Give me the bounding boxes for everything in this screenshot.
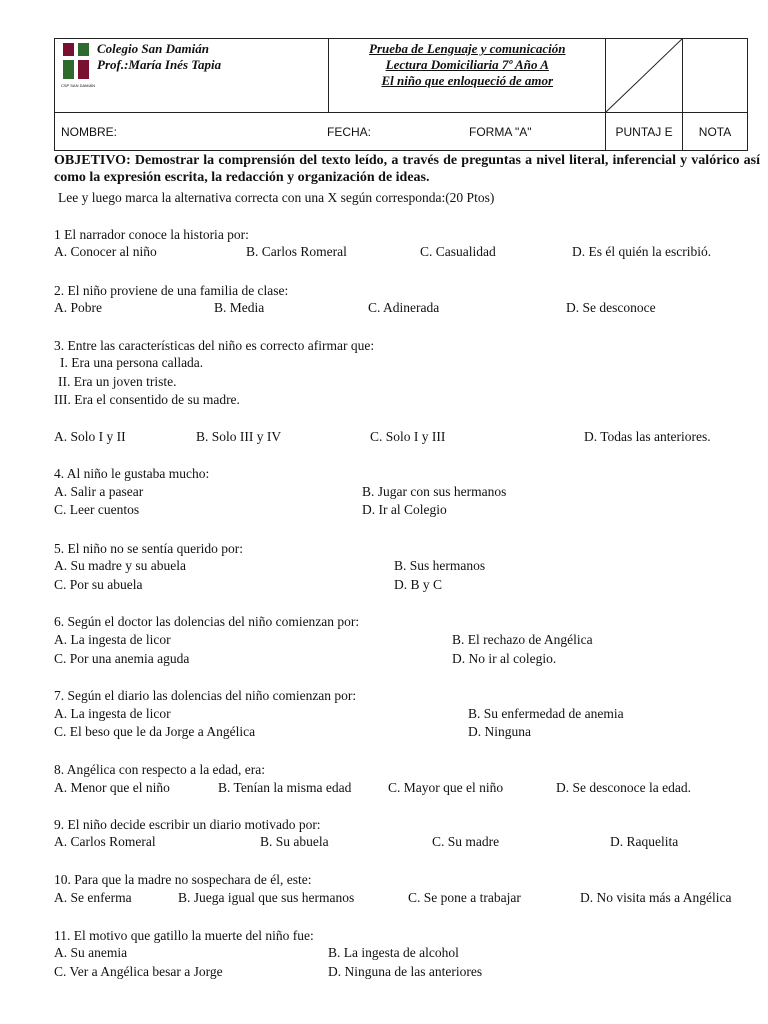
question-3: 3. Entre las características del niño es correcto afirmar que:	[54, 338, 375, 353]
q3-statement-3: III. Era el consentido de su madre.	[54, 392, 240, 407]
q9-option-d[interactable]: D. Raquelita	[610, 834, 679, 849]
q4-option-b[interactable]: B. Jugar con sus hermanos	[362, 484, 507, 499]
q11-option-d[interactable]: D. Ninguna de las anteriores	[328, 964, 483, 979]
header-table	[54, 38, 748, 150]
instructions-text: Lee y luego marca la alternativa correcta con una X según corresponda:(20 Ptos)	[58, 190, 495, 205]
question-11: 11. El motivo que gatillo la muerte del niño fue:	[54, 928, 314, 943]
question-1: 1 El narrador conoce la historia por:	[54, 227, 249, 242]
q4-option-d[interactable]: D. Ir al Colegio	[362, 502, 447, 517]
q2-option-a[interactable]: A. Pobre	[54, 300, 102, 315]
q11-option-c[interactable]: C. Ver a Angélica besar a Jorge	[54, 964, 223, 979]
q7-option-b[interactable]: B. Su enfermedad de anemia	[468, 706, 624, 721]
question-7: 7. Según el diario las dolencias del niño comienzan por:	[54, 688, 357, 703]
q11-option-b[interactable]: B. La ingesta de alcohol	[328, 945, 459, 960]
q2-option-d[interactable]: D. Se desconoce	[566, 300, 656, 315]
teacher-name: Prof.:María Inés Tapia	[97, 57, 222, 72]
q3-option-d[interactable]: D. Todas las anteriores.	[584, 429, 711, 444]
q6-option-d[interactable]: D. No ir al colegio.	[452, 651, 557, 666]
q10-option-a[interactable]: A. Se enferma	[54, 890, 132, 905]
grade-box[interactable]	[683, 39, 748, 113]
q10-option-b[interactable]: B. Juega igual que sus hermanos	[178, 890, 355, 905]
q1-option-c[interactable]: C. Casualidad	[420, 244, 496, 259]
question-9: 9. El niño decide escribir un diario motivado por:	[54, 817, 321, 832]
question-5: 5. El niño no se sentía querido por:	[54, 541, 243, 556]
q7-option-c[interactable]: C. El beso que le da Jorge a Angélica	[54, 724, 256, 739]
diagonal-line	[606, 39, 682, 112]
q3-option-c[interactable]: C. Solo I y III	[370, 429, 446, 444]
q3-statement-2: II. Era un joven triste.	[58, 374, 177, 389]
q1-option-a[interactable]: A. Conocer al niño	[54, 244, 157, 259]
q9-option-a[interactable]: A. Carlos Romeral	[54, 834, 156, 849]
nota-label: NOTA	[683, 113, 748, 151]
q5-option-a[interactable]: A. Su madre y su abuela	[54, 558, 186, 573]
q8-option-d[interactable]: D. Se desconoce la edad.	[556, 780, 691, 795]
test-title: Prueba de Lenguaje y comunicación	[369, 41, 566, 56]
q8-option-a[interactable]: A. Menor que el niño	[54, 780, 170, 795]
score-box[interactable]	[606, 39, 683, 113]
q10-option-c[interactable]: C. Se pone a trabajar	[408, 890, 521, 905]
q8-option-c[interactable]: C. Mayor que el niño	[388, 780, 504, 795]
title-cell	[329, 39, 606, 113]
q5-option-b[interactable]: B. Sus hermanos	[394, 558, 486, 573]
question-10: 10. Para que la madre no sospechara de él, este:	[54, 872, 312, 887]
school-name: Colegio San Damián	[97, 41, 209, 56]
q1-option-d[interactable]: D. Es él quién la escribió.	[572, 244, 712, 259]
q7-option-d[interactable]: D. Ninguna	[468, 724, 531, 739]
nombre-label: NOMBRE:	[61, 125, 118, 139]
q10-option-d[interactable]: D. No visita más a Angélica	[580, 890, 732, 905]
test-subtitle: Lectura Domiciliaria 7º Año A	[385, 57, 549, 72]
objective-text: OBJETIVO: Demostrar la comprensión del texto leído, a través de preguntas a nivel literal, inferencial y valórico así como la expresión escrita, la redacción y organización de ideas.	[54, 153, 760, 185]
q1-option-b[interactable]: B. Carlos Romeral	[246, 244, 347, 259]
school-logo-icon	[63, 43, 91, 81]
q8-option-b[interactable]: B. Tenían la misma edad	[218, 780, 352, 795]
q11-option-a[interactable]: A. Su anemia	[54, 945, 128, 960]
q9-option-c[interactable]: C. Su madre	[432, 834, 500, 849]
question-8: 8. Angélica con respecto a la edad, era:	[54, 762, 266, 777]
q6-option-a[interactable]: A. La ingesta de licor	[54, 632, 171, 647]
book-title: El niño que enloqueció de amor	[381, 73, 554, 88]
q5-option-d[interactable]: D. B y C	[394, 577, 443, 592]
q3-option-b[interactable]: B. Solo III y IV	[196, 429, 282, 444]
q4-option-a[interactable]: A. Salir a pasear	[54, 484, 144, 499]
puntaje-label: PUNTAJ E	[606, 113, 683, 151]
q3-option-a[interactable]: A. Solo I y II	[54, 429, 126, 444]
q5-option-c[interactable]: C. Por su abuela	[54, 577, 143, 592]
q2-option-c[interactable]: C. Adinerada	[368, 300, 440, 315]
q2-option-b[interactable]: B. Media	[214, 300, 265, 315]
fecha-label: FECHA:	[327, 125, 372, 139]
name-date-cell[interactable]	[55, 113, 606, 151]
q6-option-b[interactable]: B. El rechazo de Angélica	[452, 632, 593, 647]
school-cell	[55, 39, 329, 113]
q3-statement-1: I. Era una persona callada.	[60, 355, 204, 370]
question-4: 4. Al niño le gustaba mucho:	[54, 466, 210, 481]
q7-option-a[interactable]: A. La ingesta de licor	[54, 706, 171, 721]
q9-option-b[interactable]: B. Su abuela	[260, 834, 329, 849]
q4-option-c[interactable]: C. Leer cuentos	[54, 502, 140, 517]
question-2: 2. El niño proviene de una familia de clase:	[54, 283, 289, 298]
q6-option-c[interactable]: C. Por una anemia aguda	[54, 651, 190, 666]
forma-label: FORMA "A"	[469, 125, 532, 139]
question-6: 6. Según el doctor las dolencias del niño comienzan por:	[54, 614, 360, 629]
logo-caption: CSP SAN DAMIÁN	[61, 83, 96, 88]
